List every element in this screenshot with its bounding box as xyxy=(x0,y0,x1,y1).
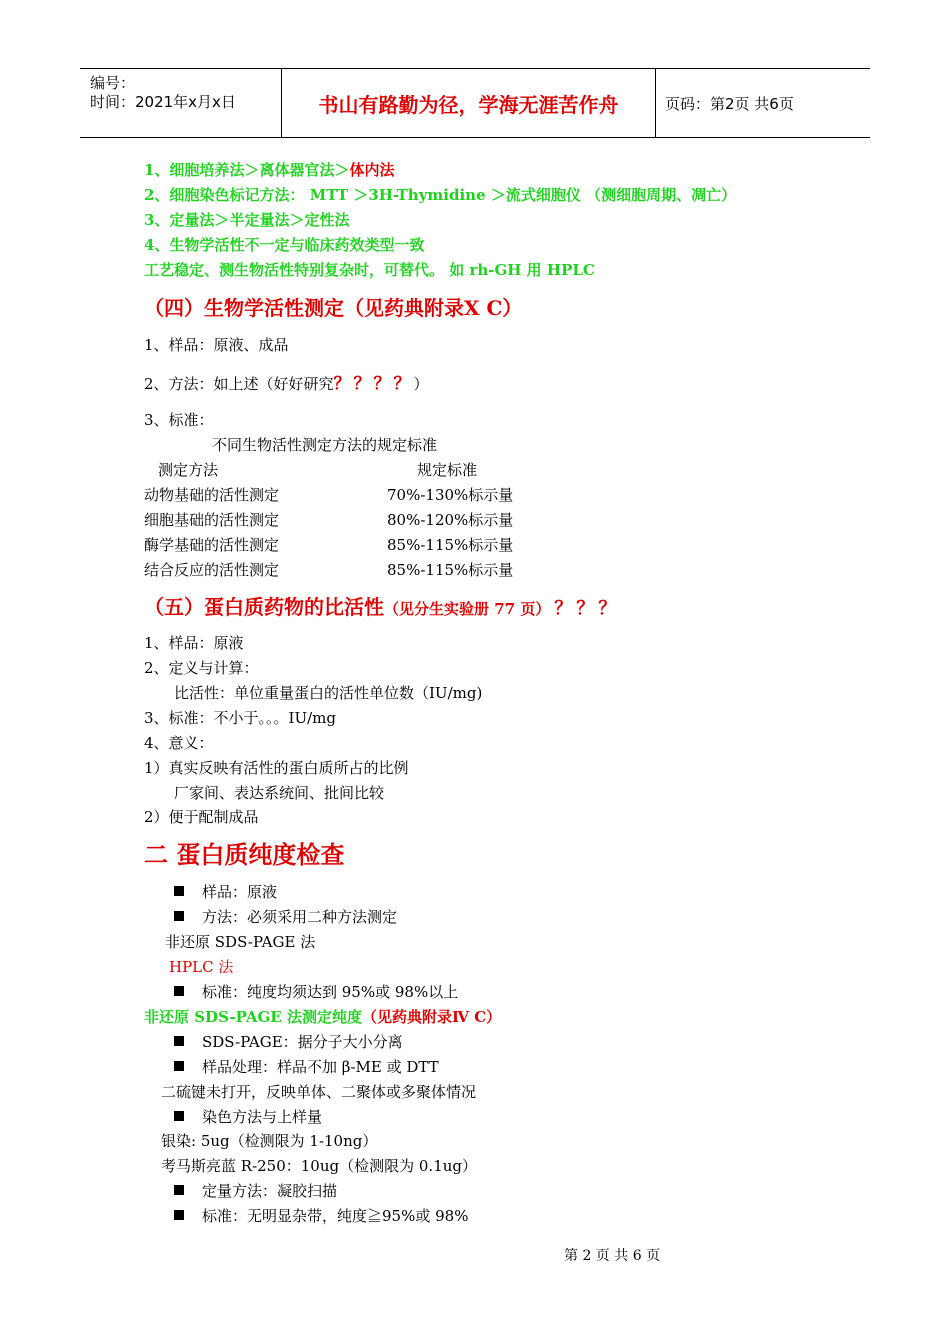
bullet-square-icon xyxy=(174,1061,184,1071)
section5-title-text: （五）蛋白质药物的比活性 xyxy=(144,595,384,619)
section4-item1: 1、样品：原液、成品 xyxy=(144,336,289,354)
section5-title-marks: ？？？ xyxy=(554,598,621,619)
bullet-sds-text: SDS-PAGE：据分子大小分离 xyxy=(202,1033,403,1051)
document-date: 时间：2021年x月x日 xyxy=(90,93,236,111)
green-item-4: 4、生物学活性不一定与临床药效类型一致 xyxy=(144,236,425,254)
sds-page-subtitle xyxy=(144,1007,501,1027)
green-item-3: 3、定量法＞半定量法＞定性法 xyxy=(144,211,350,229)
section5-line-6: 1）真实反映有活性的蛋白质所占的比例 xyxy=(144,759,409,777)
standards-table-header-method: 测定方法 xyxy=(158,461,219,479)
standards-row-1-method: 动物基础的活性测定 xyxy=(144,486,280,504)
bullet-sample-text: 样品：原液 xyxy=(202,883,278,901)
bullet-sample xyxy=(174,882,277,902)
green-item-2: 2、细胞染色标记方法： MTT ＞3H-Thymidine ＞流式细胞仪 （测细胞周期、凋亡） xyxy=(144,186,737,204)
page-header xyxy=(80,68,870,138)
bullet-treatment xyxy=(174,1057,439,1077)
header-page-cell xyxy=(655,69,870,137)
section-two-title: 二 蛋白质纯度检查 xyxy=(144,840,345,869)
bullet-standard xyxy=(174,982,458,1002)
sds-page-subtitle-text: 非还原 SDS-PAGE 法测定纯度 xyxy=(144,1008,362,1026)
method-2: HPLC 法 xyxy=(169,958,234,976)
bullet-final-standard xyxy=(174,1206,468,1226)
green-item-1-red-tail: 体内法 xyxy=(349,161,395,179)
bullet-square-icon xyxy=(174,1210,184,1220)
standards-row-3-value: 85%-115%标示量 xyxy=(387,536,514,554)
section5-line-7: 厂家间、表达系统间、批间比较 xyxy=(174,784,385,802)
header-motto: 书山有路勤为径，学海无涯苦作舟 xyxy=(318,92,619,117)
green-item-5: 工艺稳定、测生物活性特别复杂时，可替代。 如 rh-GH 用 HPLC xyxy=(144,261,595,279)
document-code: 编号： xyxy=(90,74,136,92)
method-1: 非还原 SDS-PAGE 法 xyxy=(165,933,316,951)
coomassie-stain: 考马斯亮蓝 R-250：10ug（检测限为 0.1ug） xyxy=(161,1157,477,1175)
bullet-square-icon xyxy=(174,1111,184,1121)
bullet-stain xyxy=(174,1107,322,1127)
green-item-1-text: 1、细胞培养法＞离体器官法＞ xyxy=(144,161,350,179)
section5-line-5: 4、意义： xyxy=(144,734,214,752)
standards-row-3-method: 酶学基础的活性测定 xyxy=(144,536,280,554)
bullet-square-icon xyxy=(174,986,184,996)
silver-stain: 银染: 5ug（检测限为 1-10ng） xyxy=(161,1132,378,1150)
standards-table-header-standard: 规定标准 xyxy=(417,461,478,479)
standards-row-1-value: 70%-130%标示量 xyxy=(387,486,514,504)
section4-item2-marks: ？？？？ xyxy=(333,374,414,394)
standards-table-title: 不同生物活性测定方法的规定标准 xyxy=(212,436,438,454)
bullet-square-icon xyxy=(174,911,184,921)
bullet-square-icon xyxy=(174,886,184,896)
bullet-sds xyxy=(174,1032,403,1052)
section4-item2-suffix: ） xyxy=(413,375,429,393)
section4-title: （四）生物学活性测定（见药典附录Ⅹ C） xyxy=(144,296,523,320)
page-footer: 第 2 页 共 6 页 xyxy=(564,1248,661,1264)
bullet-method xyxy=(174,907,397,927)
bullet-treatment-text: 样品处理：样品不加 β-ME 或 DTT xyxy=(202,1058,439,1076)
section5-line-4: 3、标准：不小于。。。IU/mg xyxy=(144,709,336,727)
standards-row-2-value: 80%-120%标示量 xyxy=(387,511,514,529)
section5-title-note: （见分生实验册 77 页） xyxy=(384,600,551,618)
section4-item2 xyxy=(144,374,429,394)
section5-title xyxy=(144,594,620,620)
bullet-final-standard-text: 标准：无明显杂带，纯度≧95%或 98% xyxy=(202,1207,469,1225)
section5-line-1: 1、样品：原液 xyxy=(144,634,244,652)
bullet-square-icon xyxy=(174,1036,184,1046)
bullet-quant xyxy=(174,1181,337,1201)
green-item-1 xyxy=(144,160,394,180)
section4-item2-text: 2、方法：如上述（好好研究 xyxy=(144,375,334,393)
header-page-number: 页码：第2页 共6页 xyxy=(665,94,794,113)
section4-item3: 3、标准： xyxy=(144,411,214,429)
bullet-square-icon xyxy=(174,1185,184,1195)
sds-page-subtitle-ref: （见药典附录Ⅳ C） xyxy=(361,1008,502,1026)
standards-row-2-method: 细胞基础的活性测定 xyxy=(144,511,280,529)
header-motto-cell xyxy=(281,69,656,137)
section5-line-8: 2）便于配制成品 xyxy=(144,808,259,826)
treatment-note: 二硫键未打开，反映单体、二聚体或多聚体情况 xyxy=(161,1083,477,1101)
standards-row-4-method: 结合反应的活性测定 xyxy=(144,561,280,579)
standards-row-4-value: 85%-115%标示量 xyxy=(387,561,514,579)
bullet-stain-text: 染色方法与上样量 xyxy=(202,1108,323,1126)
header-left-cell xyxy=(80,69,281,137)
bullet-method-text: 方法：必须采用二种方法测定 xyxy=(202,908,398,926)
bullet-quant-text: 定量方法：凝胶扫描 xyxy=(202,1182,338,1200)
section5-line-2: 2、定义与计算： xyxy=(144,659,259,677)
section5-line-3: 比活性：单位重量蛋白的活性单位数（IU/mg) xyxy=(174,684,483,702)
bullet-standard-text: 标准：纯度均须达到 95%或 98%以上 xyxy=(202,983,459,1001)
